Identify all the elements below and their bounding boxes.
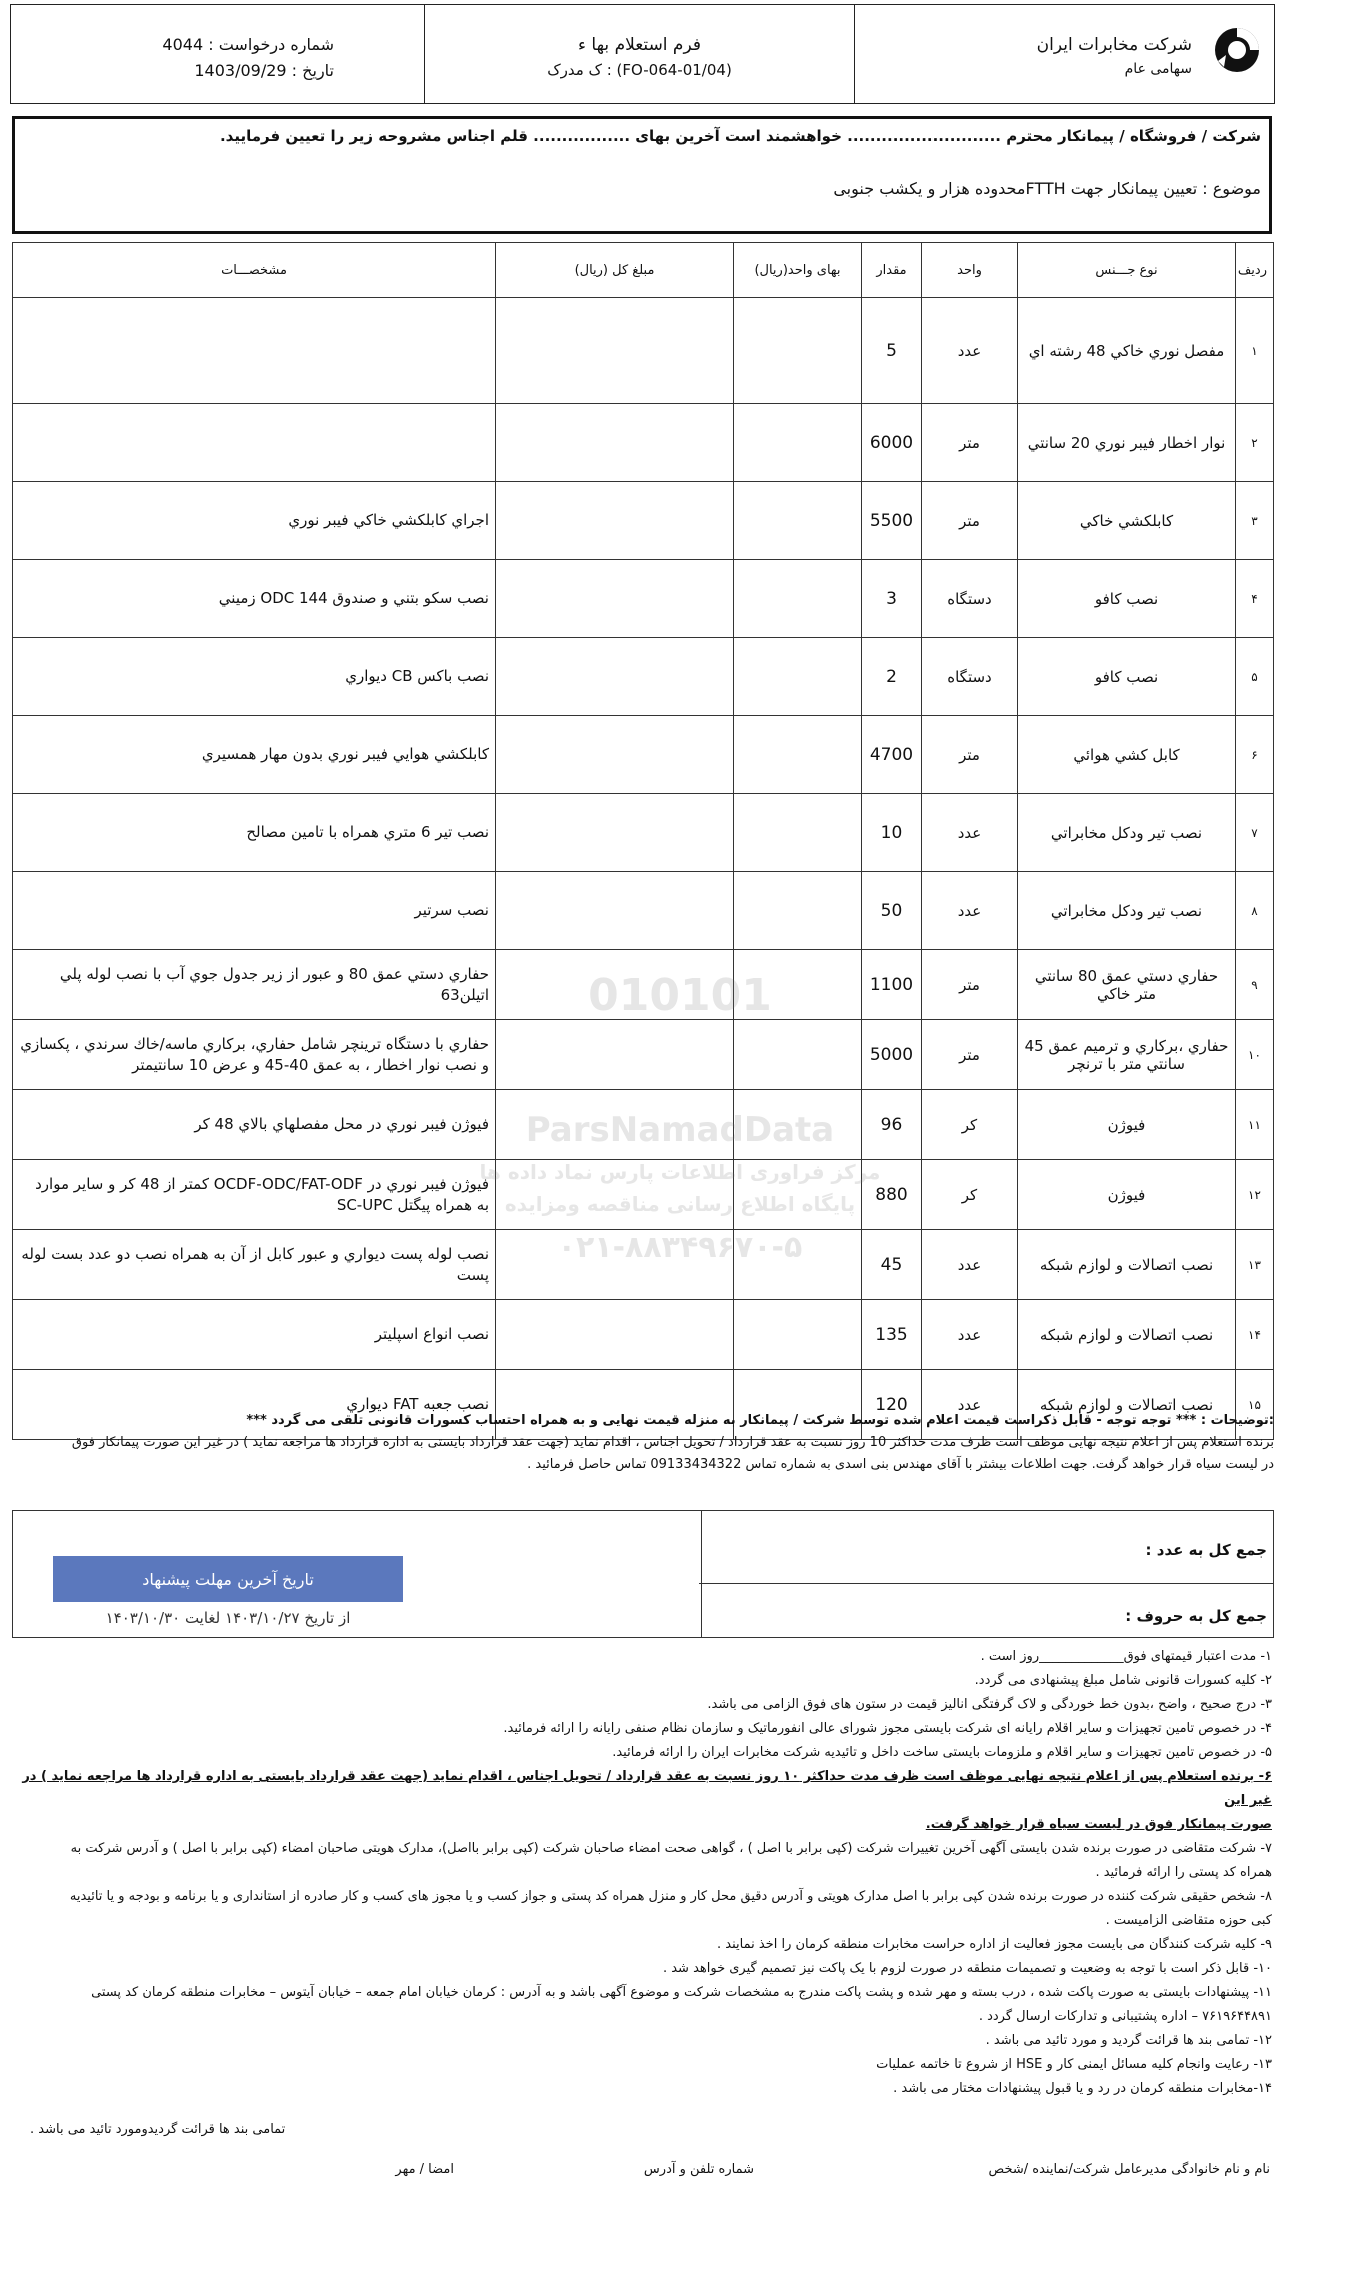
item-unit: دستگاه — [922, 560, 1018, 638]
item-unit-price[interactable] — [734, 1090, 862, 1160]
row-number: ۱۳ — [1236, 1230, 1274, 1300]
item-type: نصب تير ودكل مخابراتي — [1018, 794, 1236, 872]
sign-stamp-label: امضا / مهر — [395, 2162, 454, 2177]
watermark-line1: مرکز فراوری اطلاعات پارس نماد داده ها — [479, 1160, 881, 1184]
item-quantity: 3 — [862, 560, 922, 638]
request-number: شماره درخواست : 4044 — [162, 35, 334, 54]
table-row — [13, 638, 1274, 716]
item-type: نوار اخطار فيبر نوري 20 سانتي — [1018, 404, 1236, 482]
item-quantity: 10 — [862, 794, 922, 872]
form-code: ک مدرک : (FO-064-01/04) — [547, 61, 732, 79]
item-quantity: 45 — [862, 1230, 922, 1300]
condition-item: ۱۲- تمامی بند ها قرائت گردید و مورد تائید می باشد . — [985, 2033, 1272, 2048]
item-spec: نصب انواع اسپليتر — [13, 1300, 496, 1370]
item-total-price[interactable] — [496, 872, 734, 950]
condition-item: صورت پیمانکار فوق در لیست سیاه قرار خواهد گرفت. — [925, 1817, 1272, 1832]
row-number: ۵ — [1236, 638, 1274, 716]
watermark-digits: 010101 — [588, 970, 772, 1021]
item-total-price[interactable] — [496, 638, 734, 716]
item-spec: حفاري دستي عمق 80 و عبور از زير جدول جوي آب با نصب لوله پلي اتيلن63 — [13, 950, 496, 1020]
item-quantity: 2 — [862, 638, 922, 716]
item-type: نصب تير ودكل مخابراتي — [1018, 872, 1236, 950]
item-spec — [13, 298, 496, 404]
subject-line: موضوع : تعیین پیمانکار جهت FTTHمحدوده هزار و یکشب جنوبی — [833, 179, 1261, 198]
row-number: ۲ — [1236, 404, 1274, 482]
item-type: فيوژن — [1018, 1160, 1236, 1230]
totals-divider — [701, 1511, 702, 1637]
item-unit: متر — [922, 950, 1018, 1020]
condition-item: ۲- کلیه کسورات قانونی شامل مبلغ پیشنهادی می گردد. — [974, 1673, 1272, 1688]
row-number: ۱۵ — [1236, 1370, 1274, 1440]
table-row — [13, 1020, 1274, 1090]
item-quantity: 96 — [862, 1090, 922, 1160]
condition-item: ۱۰- قابل ذکر است با توجه به وضعیت و تصمیمات منطقه در صورت لزوم با یک پاکت نیز تصمیم گیری خواهد شد . — [662, 1961, 1272, 1976]
item-unit-price[interactable] — [734, 1230, 862, 1300]
item-spec: نصب لوله پست ديواري و عبور كابل از آن به همراه نصب دو عدد بست لوله پست — [13, 1230, 496, 1300]
col-header-spec: مشخصـــات — [13, 243, 496, 298]
item-unit-price[interactable] — [734, 482, 862, 560]
item-quantity: 50 — [862, 872, 922, 950]
item-type: نصب كافو — [1018, 638, 1236, 716]
company-name: شرکت مخابرات ایران — [1036, 35, 1192, 55]
col-header-total: مبلغ کل (ریال) — [496, 243, 734, 298]
item-unit: عدد — [922, 1230, 1018, 1300]
item-unit: عدد — [922, 1370, 1018, 1440]
row-number: ۷ — [1236, 794, 1274, 872]
form-title: فرم استعلام بها ء — [578, 35, 701, 55]
item-unit: عدد — [922, 1300, 1018, 1370]
row-number: ۱۰ — [1236, 1020, 1274, 1090]
col-header-qty: مقدار — [862, 243, 922, 298]
condition-item: ۸- شخص حقیقی شرکت کننده در صورت برنده شدن کپی برابر با اصل مدارک هویتی و آدرس دقیق محل کار و منزل همراه کد پستی و جواز کسب و یا مجوز های کسب و کار صادره از استانداری و یا برنامه و بودجه و یا تائیدیه — [69, 1889, 1272, 1904]
condition-item: ۱۴-مخابرات منطقه کرمان در رد و یا قبول پیشنهادات مختار می باشد . — [893, 2081, 1272, 2096]
item-type: نصب اتصالات و لوازم شبكه — [1018, 1300, 1236, 1370]
form-header — [10, 4, 1275, 104]
item-unit: كر — [922, 1160, 1018, 1230]
item-spec: نصب باكس CB ديواري — [13, 638, 496, 716]
condition-item: ۷۶۱۹۶۴۴۸۹۱ – اداره پشتیبانی و تدارکات ارسال گردد . — [978, 2009, 1272, 2024]
notes-line-1: :توضیحات : *** توجه توجه - قابل ذکراست قیمت اعلام شده توسط شرکت / پیمانکار به منزله قیمت نهایی و به همراه احتساب کسورات قانونی تلقی می گردد *** — [246, 1413, 1274, 1428]
item-type: مفصل نوري خاكي 48 رشته اي — [1018, 298, 1236, 404]
item-quantity: 880 — [862, 1160, 922, 1230]
condition-item: ۱- مدت اعتبار قیمتهای فوق_____________روز است . — [980, 1649, 1272, 1664]
row-number: ۱۴ — [1236, 1300, 1274, 1370]
item-unit: دستگاه — [922, 638, 1018, 716]
item-unit-price[interactable] — [734, 560, 862, 638]
item-total-price[interactable] — [496, 482, 734, 560]
item-quantity: 135 — [862, 1300, 922, 1370]
row-number: ۱ — [1236, 298, 1274, 404]
item-spec: نصب سرتير — [13, 872, 496, 950]
item-unit-price[interactable] — [734, 404, 862, 482]
confirm-text: تمامی بند ها قرائت گردیدومورد تائید می باشد . — [30, 2122, 286, 2137]
row-number: ۱۱ — [1236, 1090, 1274, 1160]
table-row — [13, 298, 1274, 404]
item-total-price[interactable] — [496, 1160, 734, 1230]
item-total-price[interactable] — [496, 950, 734, 1020]
notes-section — [12, 1410, 1274, 1476]
deadline-dates: از تاریخ ۱۴۰۳/۱۰/۲۷ لغایت ۱۴۰۳/۱۰/۳۰ — [105, 1609, 351, 1627]
table-row — [13, 1230, 1274, 1300]
item-unit: كر — [922, 1090, 1018, 1160]
signatory-name-label: نام و نام خانوادگی مدیرعامل شرکت/نماینده /شخص — [988, 2162, 1270, 2177]
col-header-unit-price: بهای واحد(ریال) — [734, 243, 862, 298]
item-quantity: 6000 — [862, 404, 922, 482]
item-type: نصب كافو — [1018, 560, 1236, 638]
row-number: ۶ — [1236, 716, 1274, 794]
company-subtitle: سهامی عام — [1124, 61, 1192, 77]
item-type: فيوژن — [1018, 1090, 1236, 1160]
item-total-price[interactable] — [496, 404, 734, 482]
watermark-phone: ۰۲۱-۸۸۳۴۹۶۷۰-۵ — [557, 1230, 803, 1265]
item-quantity: 5500 — [862, 482, 922, 560]
item-unit-price[interactable] — [734, 1160, 862, 1230]
condition-item: ۷- شرکت متقاضی در صورت برنده شدن بایستی آگهی آخرین تغییرات شرکت (کپی برابر با اصل ) ، گواهی صحت امضاء صاحبان شرکت (کپی برابر بااصل)، مدارک هویتی صاحبان امضاء (کپی برابر با اصل ) و آدرس شرکت به — [70, 1841, 1272, 1856]
item-type: كابل كشي هوائي — [1018, 716, 1236, 794]
item-spec: كابلكشي هوايي فيبر نوري بدون مهار همسيري — [13, 716, 496, 794]
item-total-price[interactable] — [496, 1090, 734, 1160]
item-type: نصب اتصالات و لوازم شبكه — [1018, 1230, 1236, 1300]
condition-item: همراه کد پستی را ارائه فرمائید . — [1095, 1865, 1272, 1880]
request-date: تاریخ : 1403/09/29 — [194, 61, 334, 80]
item-type: كابلكشي خاكي — [1018, 482, 1236, 560]
item-quantity: 1100 — [862, 950, 922, 1020]
company-logo — [1212, 25, 1262, 75]
item-unit-price[interactable] — [734, 1300, 862, 1370]
notes-line-3: در لیست سیاه قرار خواهد گرفت. جهت اطلاعات بیشتر با آقای مهندس بنی اسدی به شماره تماس 09133434322 تماس حاصل فرمائید . — [527, 1457, 1274, 1472]
item-spec: نصب سكو بتني و صندوق ODC 144 زميني — [13, 560, 496, 638]
condition-item: ۶- برنده استعلام پس از اعلام نتیجه نهایی موظف است ظرف مدت حداکثر ۱۰ روز نسبت به عقد قرارداد / تحویل اجناس ، اقدام نماید (جهت عقد قرارداد بایستی به اداره قرارداد ها مراجعه نماید ) در غیر این — [22, 1769, 1272, 1808]
item-unit-price[interactable] — [734, 872, 862, 950]
item-unit: عدد — [922, 794, 1018, 872]
form-title-cell — [424, 5, 854, 103]
col-header-type: نوع جـــنس — [1018, 243, 1236, 298]
table-row — [13, 1090, 1274, 1160]
conditions-list — [22, 1645, 1272, 2101]
items-table — [12, 242, 1274, 1440]
signature-row — [12, 2150, 1274, 2190]
item-unit: عدد — [922, 298, 1018, 404]
item-total-price[interactable] — [496, 1230, 734, 1300]
item-spec: اجراي كابلكشي خاكي فيبر نوري — [13, 482, 496, 560]
row-number: ۴ — [1236, 560, 1274, 638]
row-number: ۱۲ — [1236, 1160, 1274, 1230]
item-unit: عدد — [922, 872, 1018, 950]
totals-midline — [699, 1583, 1273, 1584]
col-header-row: ردیف — [1236, 243, 1274, 298]
totals-box — [12, 1510, 1274, 1638]
table-row — [13, 872, 1274, 950]
table-row — [13, 950, 1274, 1020]
row-number: ۸ — [1236, 872, 1274, 950]
condition-item: ۹- کلیه شرکت کنندگان می بایست مجوز فعالیت از اداره حراست مخابرات منطقه کرمان را اخذ نمایند . — [717, 1937, 1272, 1952]
item-type: نصب اتصالات و لوازم شبكه — [1018, 1370, 1236, 1440]
total-by-words-label: جمع کل به حروف : — [1125, 1607, 1267, 1625]
table-row — [13, 404, 1274, 482]
watermark-brand: ParsNamadData — [525, 1110, 835, 1150]
item-unit-price[interactable] — [734, 638, 862, 716]
item-unit: متر — [922, 716, 1018, 794]
item-unit-price[interactable] — [734, 950, 862, 1020]
item-spec: فيوژن فيبر نوري در OCDF-ODC/FAT-ODF كمتر از 48 كر و ساير موارد به همراه پيگتل SC-UPC — [13, 1160, 496, 1230]
table-header-row — [13, 243, 1274, 298]
condition-item: ۱۱- پیشنهادات بایستی به صورت پاکت شده ، درب بسته و مهر شده و پشت پاکت مندرج به مشخصات شرکت و موضوع آگهی باشد و به آدرس : کرمان خیابان امام جمعه – خیابان آیتوس – مخابرات منطقه کرمان کد پستی — [91, 1985, 1272, 2000]
notes-line-2: برنده استعلام پس از اعلام نتیجه نهایی موظف است ظرف مدت حداکثر 10 روز نسبت به عقد قرارداد / تحویل اجناس ، اقدام نماید (جهت عقد قرارداد بایستی به اداره قرارداد ها مراجعه نماید ) در غیر این صورت پیمانکار فوق — [71, 1435, 1274, 1450]
table-row — [13, 560, 1274, 638]
item-spec — [13, 404, 496, 482]
item-type: حفاري ،بركاري و ترميم عمق 45 سانتي متر با ترنچر — [1018, 1020, 1236, 1090]
item-spec: فيوژن فيبر نوري در محل مفصلهاي بالاي 48 كر — [13, 1090, 496, 1160]
item-total-price[interactable] — [496, 560, 734, 638]
deadline-banner: تاریخ آخرین مهلت پیشنهاد — [53, 1556, 403, 1602]
table-row — [13, 482, 1274, 560]
item-quantity: 5000 — [862, 1020, 922, 1090]
item-quantity: 5 — [862, 298, 922, 404]
company-cell — [854, 5, 1274, 103]
condition-item: ۳- درج صحیح ، واضح ،بدون خط خوردگی و لاک گرفتگی انالیز قیمت در ستون های فوق الزامی می باشد. — [707, 1697, 1272, 1712]
item-unit: متر — [922, 404, 1018, 482]
item-unit: متر — [922, 482, 1018, 560]
table-row — [13, 794, 1274, 872]
item-quantity: 4700 — [862, 716, 922, 794]
item-unit: متر — [922, 1020, 1018, 1090]
table-row — [13, 716, 1274, 794]
item-unit-price[interactable] — [734, 794, 862, 872]
item-total-price[interactable] — [496, 716, 734, 794]
item-spec: حفاري با دستگاه ترينچر شامل حفاري، بركاري ماسه/خاك سرندي ، پكسازي و نصب نوار اخطار ، به عمق 40-45 و عرض 10 سانتيمتر — [13, 1020, 496, 1090]
item-total-price[interactable] — [496, 1300, 734, 1370]
table-row — [13, 1300, 1274, 1370]
col-header-unit: واحد — [922, 243, 1018, 298]
condition-item: کبی حوزه متقاضی الزامیست . — [1105, 1913, 1272, 1928]
item-quantity: 120 — [862, 1370, 922, 1440]
item-total-price[interactable] — [496, 794, 734, 872]
item-unit-price[interactable] — [734, 716, 862, 794]
item-spec: نصب تير 6 متري همراه با تامين مصالح — [13, 794, 496, 872]
condition-item: ۴- در خصوص تامین تجهیزات و سایر اقلام رایانه ای شرکت بایستی مجوز شورای عالی انفورماتیک و سازمان نظام صنفی رایانه را ارائه فرمائید. — [503, 1721, 1272, 1736]
item-spec: نصب جعبه FAT ديواري — [13, 1370, 496, 1440]
request-cell — [11, 5, 424, 103]
total-by-number-label: جمع کل به عدد : — [1145, 1541, 1267, 1559]
item-unit-price[interactable] — [734, 1020, 862, 1090]
condition-item: ۵- در خصوص تامین تجهیزات و سایر اقلام و ملزومات بایستی ساخت داخل و تائیدیه شرکت مخابرات ایران را ارائه فرمائید. — [612, 1745, 1272, 1760]
item-type: حفاري دستي عمق 80 سانتي متر خاكي — [1018, 950, 1236, 1020]
item-unit-price[interactable] — [734, 298, 862, 404]
row-number: ۳ — [1236, 482, 1274, 560]
intro-box — [12, 116, 1272, 234]
item-total-price[interactable] — [496, 298, 734, 404]
table-row — [13, 1160, 1274, 1230]
item-total-price[interactable] — [496, 1020, 734, 1090]
watermark-line2: پایگاه اطلاع رسانی مناقصه ومزایده — [504, 1192, 856, 1216]
intro-line: شرکت / فروشگاه / پیمانکار محترم ........................... خواهشمند است آخرین بهای ................. قلم اجناس مشروحه زیر را تعیین فرمایید. — [219, 127, 1261, 145]
phone-address-label: شماره تلفن و آدرس — [643, 2162, 754, 2177]
condition-item: ۱۳- رعایت وانجام کلیه مسائل ایمنی کار و HSE از شروع تا خاتمه عملیات — [876, 2057, 1272, 2072]
row-number: ۹ — [1236, 950, 1274, 1020]
